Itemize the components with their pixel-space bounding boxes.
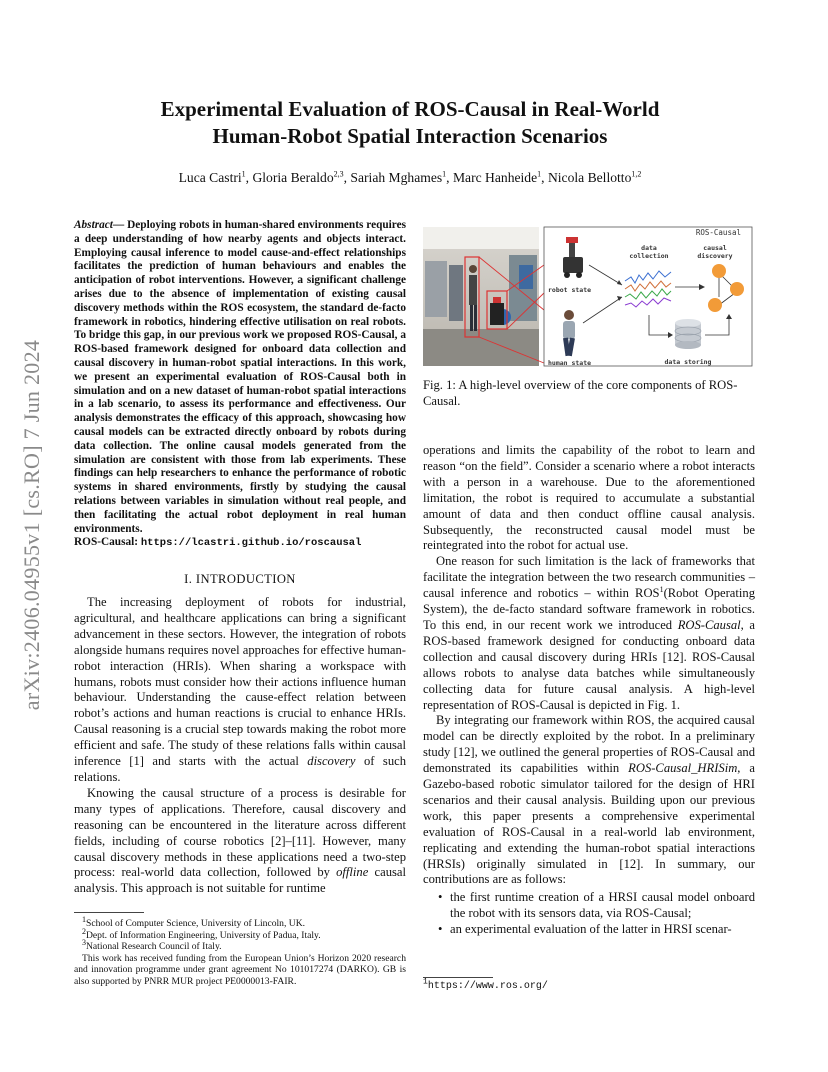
author-name: Luca Castri xyxy=(178,170,242,185)
right-footnote-rule xyxy=(423,977,493,978)
title-line-2: Human-Robot Spatial Interaction Scenarios xyxy=(212,124,608,148)
author-name: Sariah Mghames xyxy=(350,170,443,185)
label-data-storing: data storing xyxy=(664,358,712,366)
intro-left-column xyxy=(74,595,406,897)
emphasis: discovery xyxy=(307,754,356,769)
footnote-text: This work has received funding from the European Union’s Horizon 2020 research and innovation programme under grant agreement No 101017274 (DARKO). GB is also supported by PNRR MUR project PE0000013-FAIR. xyxy=(74,952,406,987)
footnote-text: National Research Council of Italy. xyxy=(86,941,222,953)
author-affiliation: 1 xyxy=(537,169,542,179)
author-name: Marc Hanheide xyxy=(452,170,538,185)
project-link[interactable]: https://lcastri.github.io/roscausal xyxy=(140,537,362,550)
footnotes xyxy=(74,914,406,988)
footnote-text: School of Computer Science, University of Lincoln, UK. xyxy=(86,918,306,929)
title-line-1: Experimental Evaluation of ROS-Causal in Real-World xyxy=(160,97,660,121)
contribution-item: • an experimental evaluation of the latter in HRSI scenar- xyxy=(423,922,755,938)
abstract xyxy=(74,219,406,551)
paragraph-text: By integrating our framework within ROS, the acquired causal model can be directly exploited by the robot. In a preliminary study [12], we outlined the general properties of ROS-Causal and demonstrated its capabilities within xyxy=(423,713,755,776)
contributions-list xyxy=(423,890,755,938)
author-separator: , xyxy=(541,170,548,185)
figure-1 xyxy=(423,225,755,368)
paragraph xyxy=(423,554,755,713)
footnote-mark: 3 xyxy=(82,938,86,947)
footnote-text: Dept. of Information Engineering, University of Padua, Italy. xyxy=(86,929,321,941)
figure-1-caption: Fig. 1: A high-level overview of the core components of ROS-Causal. xyxy=(423,378,738,408)
footnote-mark: 1 xyxy=(82,914,86,924)
paragraph-text: The increasing deployment of robots for industrial, agricultural, and healthcare applications can bring a significant advancement in these sectors. However, the integration of robots alongside humans requires novel approaches for effective human-robot interaction (HRIs). When sharing a workspace with humans, robots must consider how their actions influence human behaviour. Understanding the cause-effect relation between robot’s actions and human reactions is crucial to enhance HRIs. Causal reasoning is a crucial step towards making the robot more efficient and safe. The study of these relations falls within causal inference [1] and starts with the actual xyxy=(74,595,406,769)
emphasis: offline xyxy=(336,865,369,880)
paragraph xyxy=(423,443,755,554)
arxiv-stamp-text: arXiv:2406.04955v1 [cs.RO] 7 Jun 2024 xyxy=(19,339,44,711)
paragraph-text: One reason for such limitation is the lack of frameworks that facilitate the integration between the two research communities – causal inference and robotics – within ROS xyxy=(423,554,755,601)
author-separator: , xyxy=(446,170,453,185)
database-icon xyxy=(675,319,701,349)
author-name: Gloria Beraldo xyxy=(252,170,334,185)
emphasis: ROS-Causal xyxy=(677,617,741,632)
paragraph xyxy=(74,595,406,786)
label-causal-discovery-2: discovery xyxy=(697,252,733,260)
footnote-mark: 2 xyxy=(82,926,86,936)
paper-title xyxy=(90,96,730,150)
author-list xyxy=(80,170,740,186)
author-separator: , xyxy=(343,170,351,185)
ros-causal-box-title: ROS-Causal xyxy=(695,228,741,237)
paragraph-text: , a ROS-based framework designed for conducting onboard data collection and causal discovery during HRIs [12]. ROS-Causal allows robots to analyse data batches while simultaneously collecting data for future causal analysis. A high-level representation of ROS-Causal is depicted in Fig. 1. xyxy=(423,617,755,712)
paragraph-text: (Robot Operating System), the de-facto standard software framework in robotics. To this end, in our recent work we introduced xyxy=(423,586,755,632)
footnote-mark: 1 xyxy=(659,584,664,594)
paragraph-text: causal analysis. This approach is not suitable for runtime xyxy=(74,865,406,896)
footnote xyxy=(74,926,406,942)
label-robot-state: robot state xyxy=(548,286,592,294)
paragraph-text: operations and limits the capability of the robot to learn and reason “on the field”. Consider a scenario where a robot interacts with a person in a warehouse. Due to the aforementioned limitation, the robot is required to accumulate a substantial amount of data and then conduct offline causal analysis. Subsequently, the reconstructed causal model must be reintegrated into the robot for actual use. xyxy=(423,443,755,553)
section-heading: I. INTRODUCTION xyxy=(184,572,296,586)
label-causal-discovery-1: causal xyxy=(703,244,727,252)
footnote xyxy=(74,914,406,930)
project-link-label: ROS-Causal: xyxy=(74,536,141,549)
footnote xyxy=(74,938,406,953)
arxiv-stamp xyxy=(10,290,54,760)
lab-photo xyxy=(423,227,539,366)
emphasis: ROS-Causal_HRISim xyxy=(628,761,738,776)
paragraph-text: Knowing the causal structure of a process is desirable for many types of applications. Therefore, causal discovery and reasoning can be encountered in the literature across different fields, including of course robotics [2]–[11]. However, many causal discovery methods in these applications need a two-step process: real-world data collection, followed by xyxy=(74,785,406,880)
author-affiliation: 2,3 xyxy=(333,169,344,179)
author-separator: , xyxy=(245,170,253,185)
author-affiliation: 1 xyxy=(442,169,447,179)
footnote xyxy=(74,953,406,988)
label-data-collection-2: collection xyxy=(629,252,669,260)
paragraph-text: , a Gazebo-based robotic simulator tailored for the design of HRI scenarios and their causal analysis. Building upon our previous work, this paper presents a comprehensive experimental evaluation of ROS-Causal in a real-world lab environment, replicating and extending the human-robot spatial interactions (HRSIs) originally simulated in [12]. In summary, our contributions are as follows: xyxy=(423,761,756,887)
ros-footnote-url[interactable]: https://www.ros.org/ xyxy=(427,981,548,992)
ros-footnote xyxy=(423,977,548,992)
contribution-item: • the first runtime creation of a HRSI causal model onboard the robot with its sensors data, via ROS-Causal; xyxy=(423,890,755,922)
paragraph xyxy=(74,786,406,897)
abstract-dash: — xyxy=(112,219,128,231)
paragraph-text: of such relations. xyxy=(74,754,407,784)
author-name: Nicola Bellotto xyxy=(547,170,632,185)
footnote-rule xyxy=(74,912,144,913)
author-affiliation: 1,2 xyxy=(631,169,642,179)
author-affiliation: 1 xyxy=(241,169,246,179)
label-data-collection-1: data xyxy=(641,244,657,252)
label-human-state: human state xyxy=(548,359,592,367)
abstract-text: Deploying robots in human-shared environments requires a deep understanding of how nearby agents and objects interact. Employing causal inference to model cause-and-effect relationships facilitates the prediction of human behaviours and enables the anticipation of robot interventions. However, a significant challenge arises due to the absence of implementation of existing causal discovery methods within the ROS ecosystem, the standard de-facto framework in robotics, hindering effective utilisation on real robots. To bridge this gap, in our previous work we proposed ROS-Causal, a ROS-based framework designed for onboard data collection and causal discovery in human-robot spatial interactions. In this work, we present an experimental evaluation of ROS-Causal both in simulation and on a new dataset of human-robot spatial interactions in a lab scenario, to assess its performance and effectiveness. Our analysis demonstrates the efficacy of this approach, showcasing how causal models can be extracted directly onboard by robots during data collection. The online causal models generated from the simulation are consistent with those from lab experiments. These findings can help researchers to enhance the performance of robotic systems in shared environments, firstly by studying the causal relations between variables in simulation without real people, and then facilitating the actual robot deployment in real human environments. xyxy=(74,219,407,535)
abstract-label: Abstract xyxy=(74,219,113,231)
intro-right-column xyxy=(423,443,755,938)
ros-footnote-mark: 1 xyxy=(423,977,428,987)
paragraph xyxy=(423,713,755,888)
